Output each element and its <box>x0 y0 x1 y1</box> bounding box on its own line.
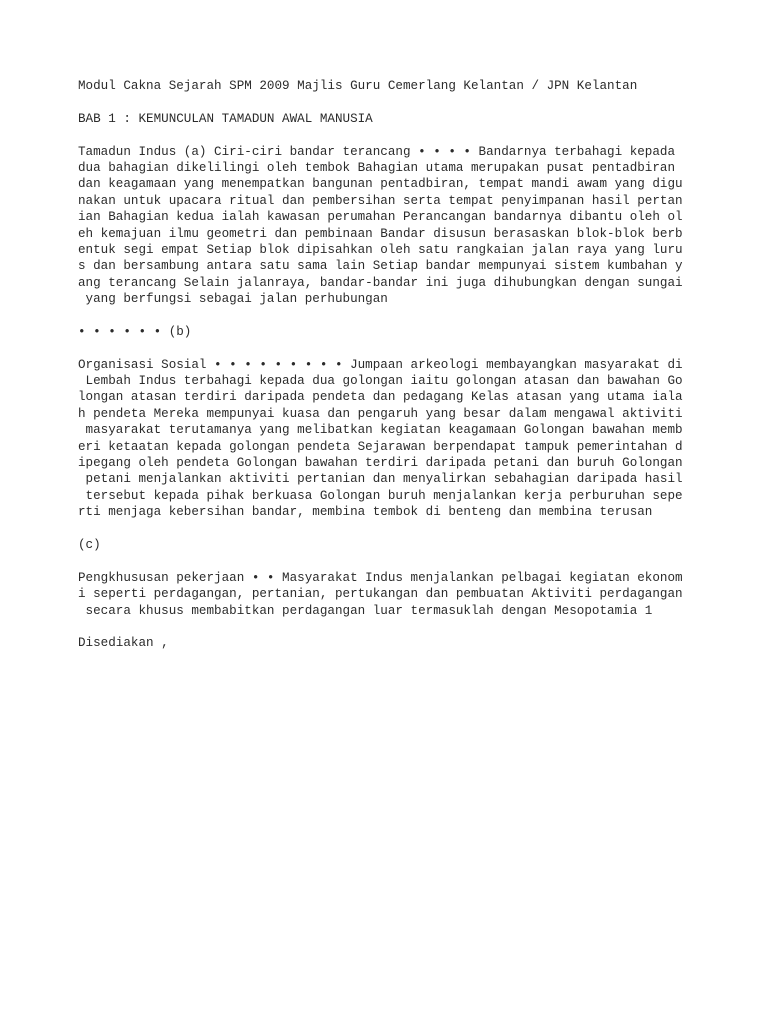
section-c-paragraph <box>78 570 728 619</box>
footer-line: Disediakan , <box>78 636 169 651</box>
section-c-line: Pengkhususan pekerjaan • • Masyarakat Indus menjalankan pelbagai kegiatan ekonom <box>78 570 683 585</box>
section-b-paragraph <box>78 357 728 521</box>
chapter-title <box>78 111 728 127</box>
document-footer <box>78 635 728 651</box>
section-a-line: s dan bersambung antara satu sama lain Setiap bandar mempunyai sistem kumbahan y <box>78 259 683 274</box>
section-b-bullets <box>78 324 728 340</box>
section-b-line: Organisasi Sosial • • • • • • • • • Jumpaan arkeologi membayangkan masyarakat di <box>78 357 683 372</box>
section-a-line: entuk segi empat Setiap blok dipisahkan oleh satu rangkaian jalan raya yang luru <box>78 242 683 257</box>
section-a-line: nakan untuk upacara ritual dan pembersihan serta tempat penyimpanan hasil pertan <box>78 193 683 208</box>
section-a-line: dua bahagian dikelilingi oleh tembok Bahagian utama merupakan pusat pentadbiran <box>78 160 676 175</box>
section-b-line: h pendeta Mereka mempunyai kuasa dan pengaruh yang besar dalam mengawal aktiviti <box>78 406 683 421</box>
label-c-line: (c) <box>78 537 101 552</box>
section-b-line: rti menjaga kebersihan bandar, membina tembok di benteng dan membina terusan <box>78 505 653 520</box>
chapter-title-line: BAB 1 : KEMUNCULAN TAMADUN AWAL MANUSIA <box>78 111 373 126</box>
document-header <box>78 78 728 94</box>
section-b-line: masyarakat terutamanya yang melibatkan kegiatan keagamaan Golongan bawahan memb <box>78 423 683 438</box>
section-c-line: secara khusus membabitkan perdagangan luar termasuklah dengan Mesopotamia 1 <box>78 603 653 618</box>
section-c-label <box>78 537 728 553</box>
header-line: Modul Cakna Sejarah SPM 2009 Majlis Guru Cemerlang Kelantan / JPN Kelantan <box>78 79 638 93</box>
section-b-line: ipegang oleh pendeta Golongan bawahan terdiri daripada petani dan buruh Golongan <box>78 455 683 470</box>
document-body <box>78 78 728 668</box>
section-a-line: yang berfungsi sebagai jalan perhubungan <box>78 292 388 307</box>
section-b-line: Lembah Indus terbahagi kepada dua golongan iaitu golongan atasan dan bawahan Go <box>78 374 683 389</box>
bullets-b-line: • • • • • • (b) <box>78 324 192 339</box>
section-c-line: i seperti perdagangan, pertanian, pertukangan dan pembuatan Aktiviti perdagangan <box>78 587 683 602</box>
section-b-line: longan atasan terdiri daripada pendeta dan pedagang Kelas atasan yang utama iala <box>78 390 683 405</box>
section-a-line: dan keagamaan yang menempatkan bangunan pentadbiran, tempat mandi awam yang digu <box>78 177 683 192</box>
section-b-line: eri ketaatan kepada golongan pendeta Sejarawan berpendapat tampuk pemerintahan d <box>78 439 683 454</box>
section-a-line: ang terancang Selain jalanraya, bandar-bandar ini juga dihubungkan dengan sungai <box>78 275 683 290</box>
section-a-line: eh kemajuan ilmu geometri dan pembinaan Bandar disusun berasaskan blok-blok berb <box>78 226 683 241</box>
section-a-line: ian Bahagian kedua ialah kawasan perumahan Perancangan bandarnya dibantu oleh ol <box>78 210 683 225</box>
section-b-line: petani menjalankan aktiviti pertanian dan menyalirkan sebahagian daripada hasil <box>78 472 683 487</box>
section-a-line: Tamadun Indus (a) Ciri-ciri bandar terancang • • • • Bandarnya terbahagi kepada <box>78 144 676 159</box>
section-a-paragraph <box>78 144 728 308</box>
section-b-line: tersebut kepada pihak berkuasa Golongan buruh menjalankan kerja perburuhan sepe <box>78 488 683 503</box>
